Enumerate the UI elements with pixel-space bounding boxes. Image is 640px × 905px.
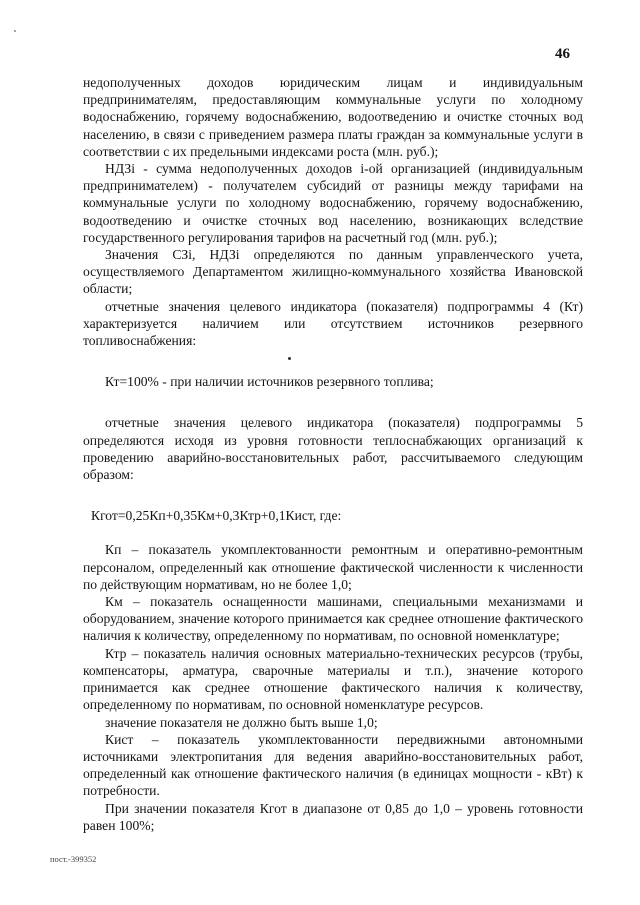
paragraph-limit-note: значение показателя не должно быть выше 1,0;: [105, 714, 378, 730]
paragraph-kp-definition: Кп – показатель укомплектованности ремонтным и оперативно-ремонтным персоналом, определенный как отношение фактической численности к численности по действующим нормативам, но не более 1,0;: [83, 542, 583, 592]
paragraph-continuation: недополученных доходов юридическим лицам и индивидуальным предпринимателям, предоставляющим коммунальные услуги по холодному водоснабжению, горячему водоснабжению, водоотведению и очистке сточных вод населению, в связи с приведением размера платы граждан за коммунальные услуги в соответствии с их предельными индексами роста (млн. руб.);: [83, 75, 583, 159]
scan-speck: [288, 357, 291, 360]
formula-kt: Кт=100% - при наличии источников резервного топлива;: [105, 374, 434, 390]
formula-kgot: Кгот=0,25Кп+0,35Км+0,3Ктр+0,1Кист, где:: [91, 508, 342, 524]
paragraph-ktr-definition: Ктр – показатель наличия основных материально-технических ресурсов (трубы, компенсаторы, арматура, сварочные материалы и т.п.), значение которого принимается как среднее отношение фактического наличия к количеству, определенному по нормативам, по основной номенклатуре ресурсов.: [83, 645, 583, 713]
paragraph-km-definition: Км – показатель оснащенности машинами, специальными механизмами и оборудованием, значение которого принимается как среднее отношение фактического наличия к количеству, определенному по нормативам, по основной номенклатуре;: [83, 594, 583, 644]
paragraph-subprogram-5: отчетные значения целевого индикатора (показателя) подпрограммы 5 определяются исходя из уровня готовности теплоснабжающих организаций к проведению аварийно-восстановительных работ, рассчитываемого следующим образом:: [83, 415, 583, 483]
document-body: [83, 74, 583, 834]
footer-document-mark: пост.-399352: [50, 854, 97, 864]
scan-speck: [14, 30, 16, 32]
paragraph-subprogram-4: отчетные значения целевого индикатора (показателя) подпрограммы 4 (Кт) характеризуется наличием или отсутствием источников резервного топливоснабжения:: [83, 298, 583, 349]
paragraph-ndz-definition: НДЗi - сумма недополученных доходов i-ой организацией (индивидуальным предпринимателем) - получателем субсидий от разницы между тарифами на коммунальные услуги по холодному водоснабжению, горячему водоснабжению, водоотведению и очистке сточных вод населению, возникающих вследствие государственного регулирования тарифов на расчетный год (млн. руб.);: [83, 161, 583, 245]
paragraph-readiness-level: При значении показателя Кгот в диапазоне от 0,85 до 1,0 – уровень готовности равен 100%;: [83, 800, 583, 833]
paragraph-values-source: Значения СЗi, НДЗi определяются по данным управленческого учета, осуществляемого Департаментом жилищно-коммунального хозяйства Ивановской области;: [83, 247, 583, 297]
paragraph-kist-definition: Кист – показатель укомплектованности передвижными автономными источниками электропитания для ведения аварийно-восстановительных работ, определенный как отношение фактического наличия (в единицах мощности - кВт) к потребности.: [83, 731, 583, 799]
page-number: 46: [555, 46, 570, 62]
